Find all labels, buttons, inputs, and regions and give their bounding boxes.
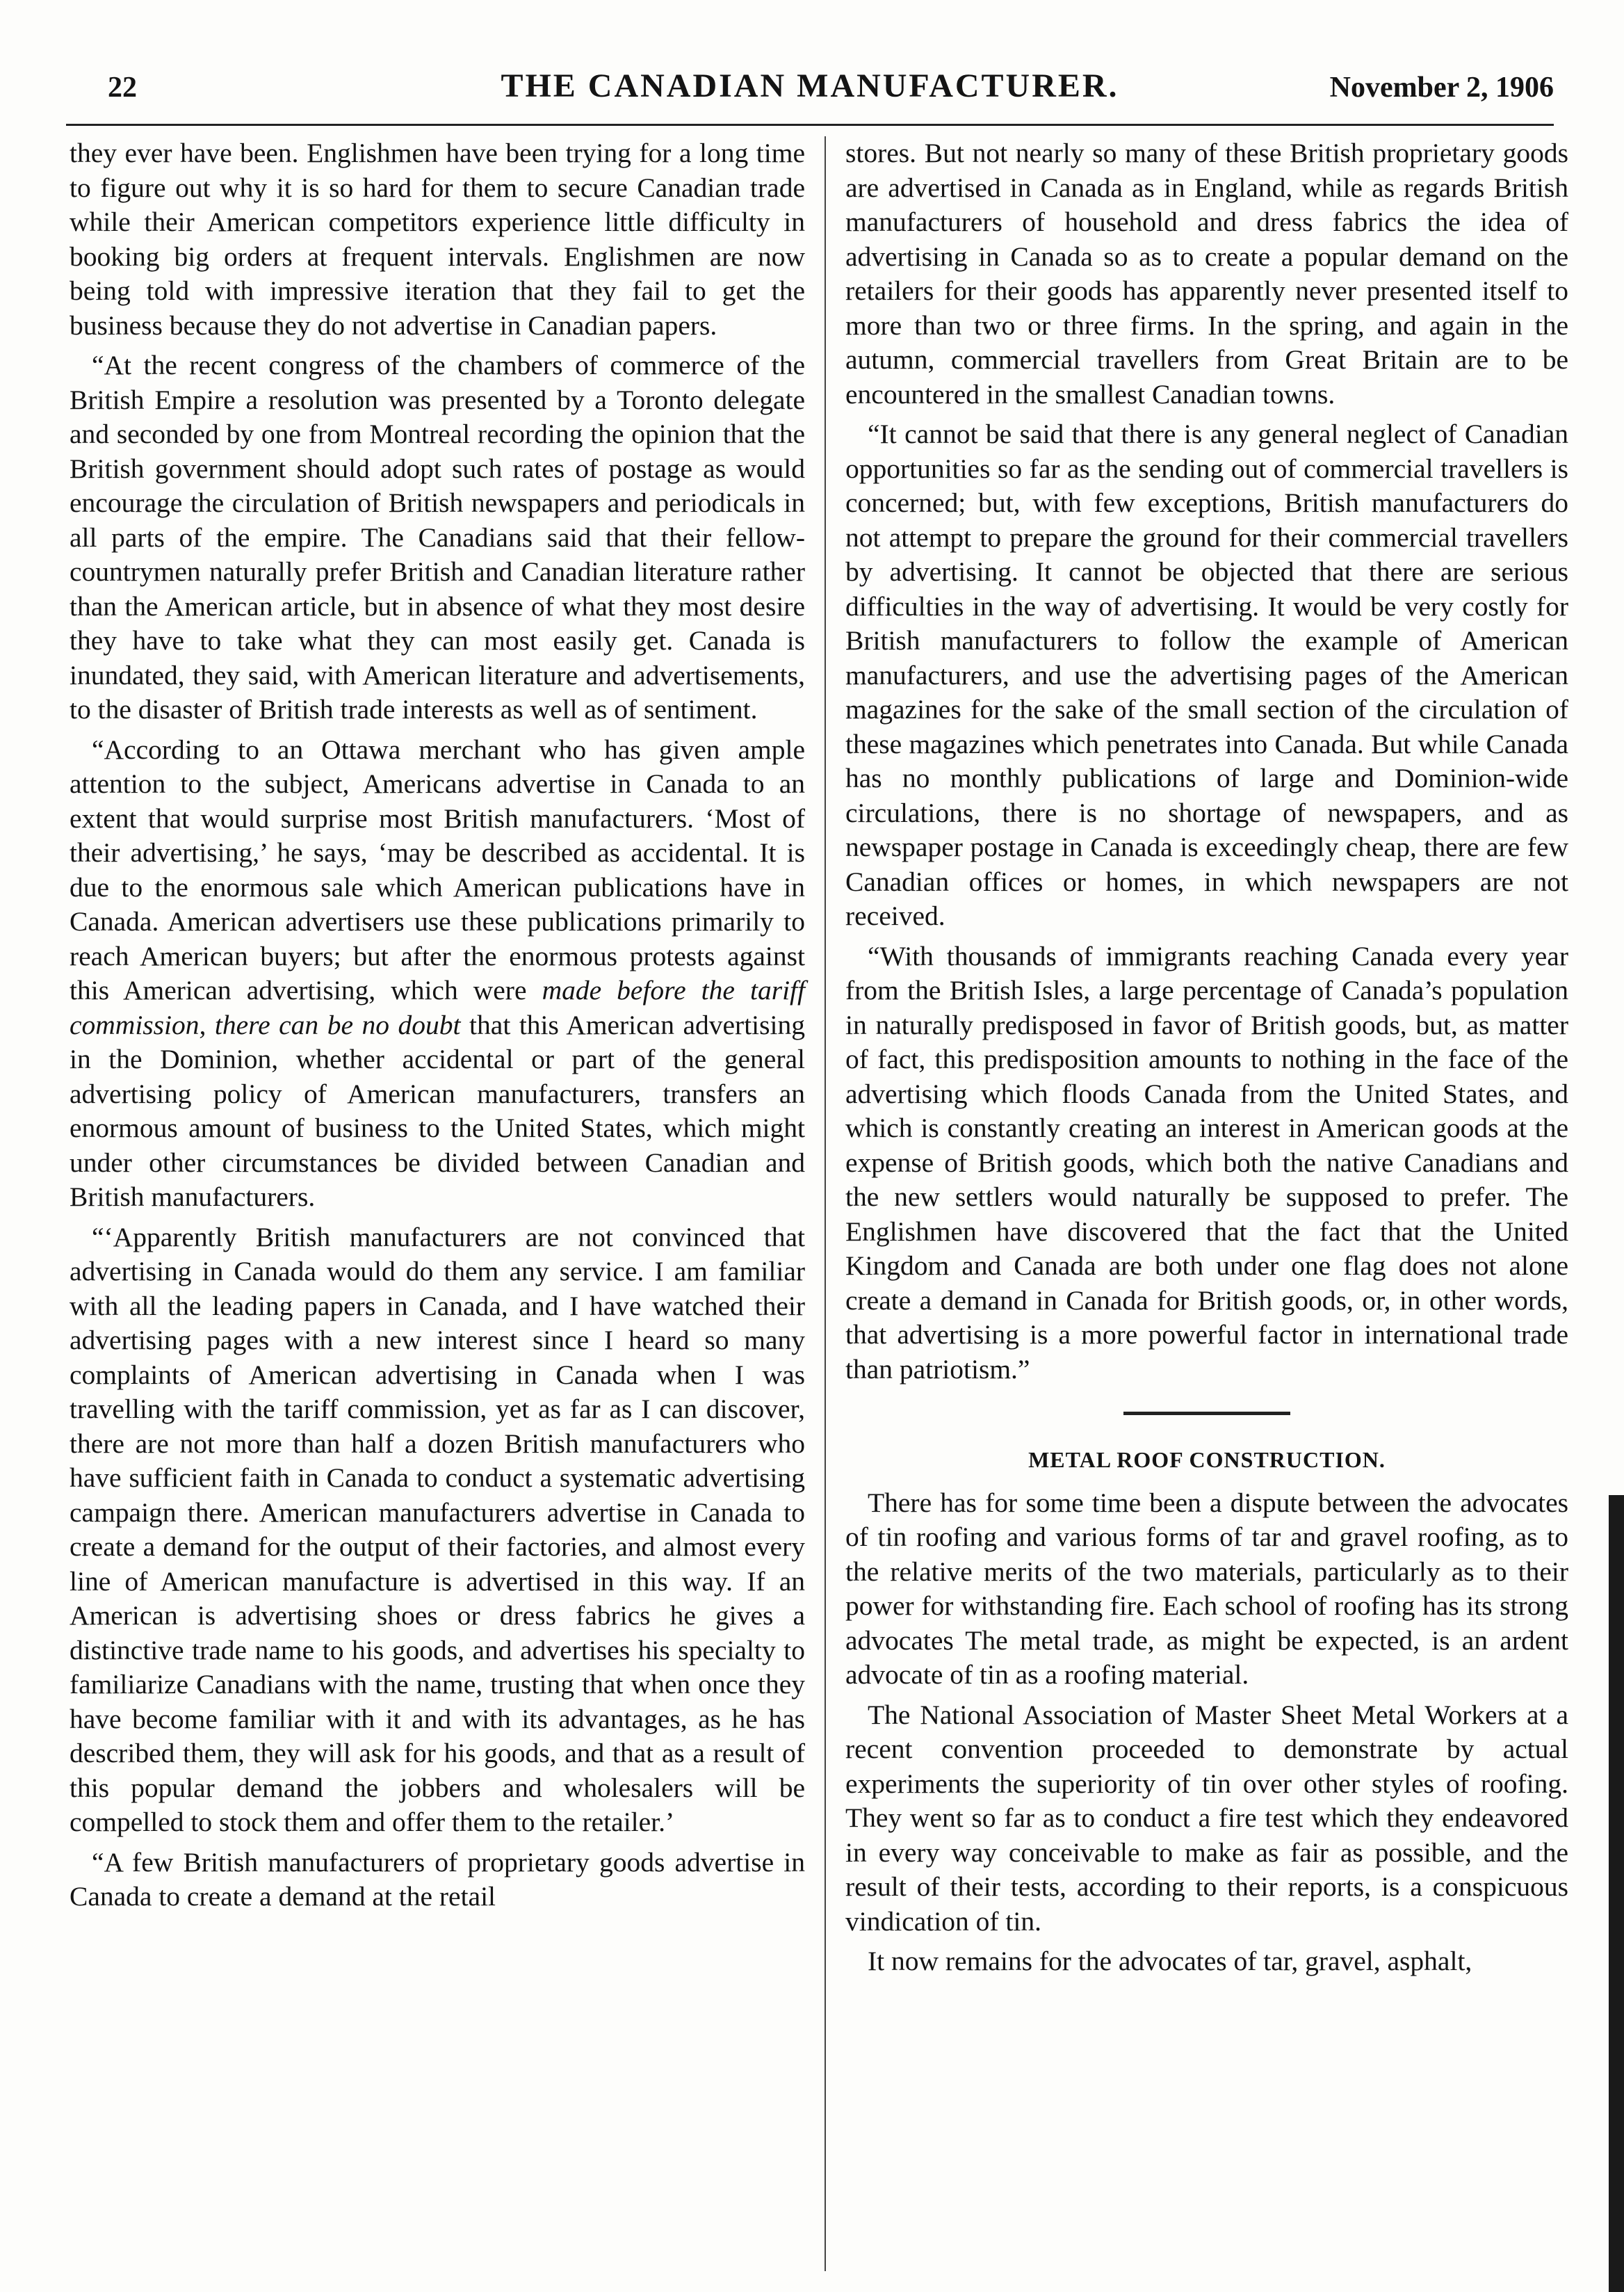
paragraph [70,733,805,1215]
section-heading: METAL ROOF CONSTRUCTION. [1028,1447,1386,1472]
italic-text: made before the tariff commission, there can be no doubt [70,975,806,1040]
right-column [845,136,1568,1985]
scan-edge-shadow [1609,1495,1624,2292]
paragraph: It now remains for the advocates of tar, gravel, asphalt, [868,1946,1472,1976]
paragraph-text: that this American advertising in the Dominion, whether accidental or part of the general advertising policy of American manufacturers, transfers an enormous amount of business to the United States, which might under other circumstances be divided between Canadian and British manufacturers. [70,1009,806,1212]
paragraph: “‘Apparently British manufacturers are not convinced that advertising in Canada would do them any service. I am familiar with all the leading papers in Canada, and I have watched their advertising pages with a new interest since I heard so many complaints of American advertising in Canada when I was travelling with the tariff commission, yet as far as I can discover, there are not more than half a dozen British manufacturers who have sufficient faith in Canada to conduct a systematic advertising campaign there. American manufacturers advertise in Canada to create a demand for the output of their factories, and almost every line of American manufacture is advertised in this way. If an American is advertising shoes or dress fabrics he gives a distinctive trade name to his goods, and advertises his specialty to familiarize Canadians with the name, trusting that when once they have become familiar with it and with its advantages, as he has described them, they will ask for his goods, and that as a result of this popular demand the jobbers and wholesalers will be compelled to stock them and offer them to the retailer.’ [70,1221,805,1837]
paragraph: they ever have been. Englishmen have been trying for a long time to figure out why it is so hard for them to secure Canadian trade while their American competitors experience little difficulty in booking big orders at frequent intervals. Englishmen are now being told with impressive iteration that they fail to get the business because they do not advertise in Canadian papers. [70,138,805,341]
journal-title: THE CANADIAN MANUFACTURER. [501,67,1119,104]
page-header [66,58,1554,114]
section-separator [1123,1412,1290,1415]
paragraph-text: “According to an Ottawa merchant who has given ample attention to the subject, Americans advertise in Canada to an extent that would surprise most British manufacturers. ‘Most of their advertising,’ he says, ‘may be described as accidental. It is due to the enormous sale which American publications have in Canada. American advertisers use these publications primarily to reach American buyers; but after the enormous protests against this American advertising, which were [70,734,805,1006]
left-column [70,136,805,1920]
paragraph: “A few British manufacturers of proprietary goods advertise in Canada to create a demand at the retail [70,1846,805,1912]
paragraph: “With thousands of immigrants reaching Canada every year from the British Isles, a large percentage of Canada’s population in naturally predisposed in favor of British goods, but, as matter of fact, this predisposition amounts to nothing in the face of the advertising which floods Canada from the United States, and which is constantly creating an interest in American goods at the expense of British goods, which both the native Canadians and the new settlers would naturally be supposed to prefer. The Englishmen have discovered that the fact that the United Kingdom and Canada are both under one flag does not alone create a demand in Canada for British goods, or, in other words, that advertising is a more powerful factor in international trade than patriotism.” [845,940,1568,1385]
paragraph: stores. But not nearly so many of these British proprietary goods are advertised in Canada as in England, while as regards British manufacturers of household and dress fabrics the idea of advertising in Canada so as to create a popular demand on the retailers for their goods has apparently never presented itself to more than two or three firms. In the spring, and again in the autumn, commercial travellers from Great Britain are to be encountered in the smallest Canadian towns. [845,138,1568,410]
header-rule [66,124,1554,126]
issue-date: November 2, 1906 [1329,72,1554,104]
page-number: 22 [108,72,137,104]
paragraph: “At the recent congress of the chambers of commerce of the British Empire a resolution was presented by a Toronto delegate and seconded by one from Montreal recording the opinion that the British government should adopt such rates of postage as would encourage the circulation of British newspapers and periodicals in all parts of the empire. The Canadians said that their fellow-countrymen naturally prefer British and Canadian literature rather than the American article, but in absence of what they most desire they have to take what they can most easily get. Canada is inundated, they said, with American literature and advertisements, to the disaster of British trade interests as well as of sentiment. [70,350,805,725]
paragraph: The National Association of Master Sheet Metal Workers at a recent convention proceeded to demonstrate by actual experiments the superiority of tin over other styles of roofing. They went so far as to conduct a fire test which they endeavored in every way conceivable to make as fair as possible, and the result of their tests, according to their reports, is a conspicuous vindication of tin. [845,1699,1568,1937]
paragraph: There has for some time been a dispute between the advocates of tin roofing and various forms of tar and gravel roofing, as to the relative merits of the two materials, particularly as to their power for withstanding fire. Each school of roofing has its strong advocates The metal trade, as might be expected, is an ardent advocate of tin as a roofing material. [845,1487,1568,1690]
column-divider [825,136,826,2271]
paragraph: “It cannot be said that there is any general neglect of Canadian opportunities so far as the sending out of commercial travellers is concerned; but, with few exceptions, British manufacturers do not attempt to prepare the ground for their commercial travellers by advertising. It cannot be objected that there are serious difficulties in the way of advertising. It would be very costly for British manufacturers to follow the example of American manufacturers, and use the advertising pages of the American magazines for the sake of the small section of the circulation of these magazines which penetrates into Canada. But while Canada has no monthly publications of large and Dominion-wide circulations, there is no shortage of newspapers, and as newspaper postage in Canada is exceedingly cheap, there are few Canadian offices or homes, in which newspapers are not received. [845,419,1568,931]
